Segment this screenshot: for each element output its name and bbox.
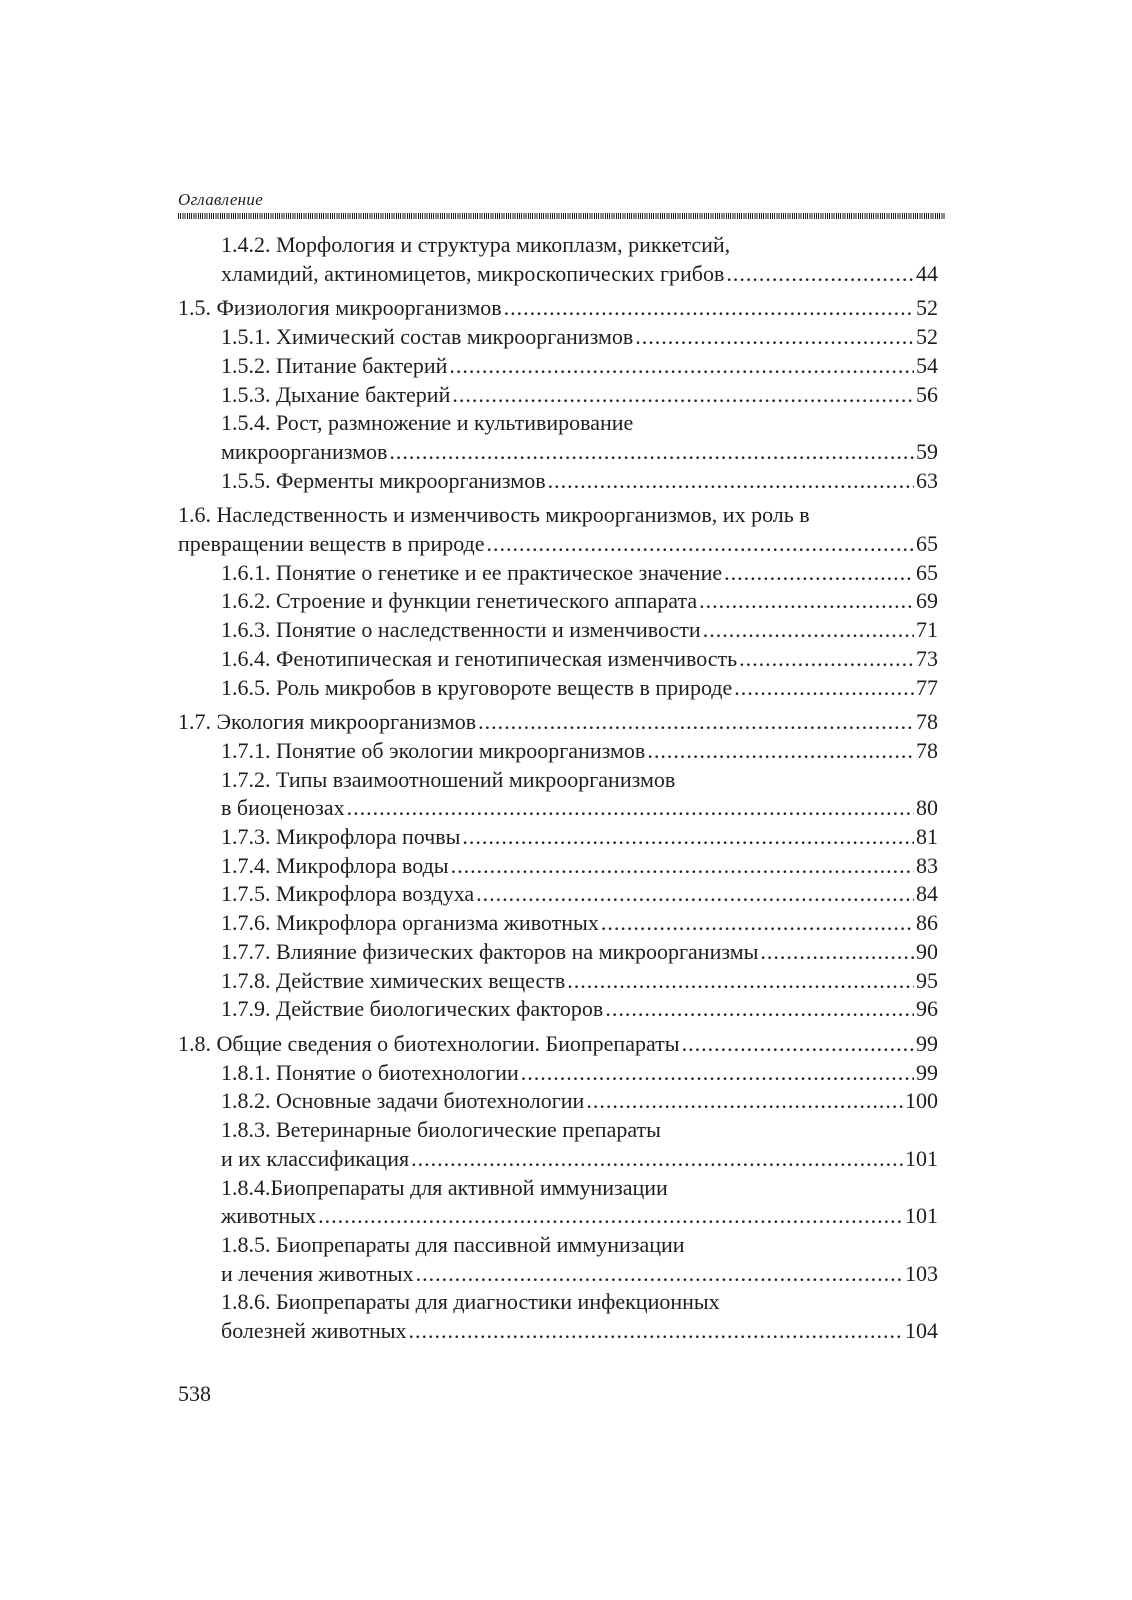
dot-leader [601, 909, 914, 938]
toc-entry-subsection [178, 794, 938, 823]
toc-section [178, 1030, 938, 1346]
dot-leader [487, 530, 914, 559]
toc-page-number: 86 [916, 910, 938, 936]
toc-entry-subsection [178, 587, 938, 616]
toc-entry-title: болезней животных [221, 1318, 407, 1344]
dot-leader [347, 794, 914, 823]
toc-entry-title: 1.7.9. Действие биологических факторов [221, 996, 604, 1022]
toc-page-number: 71 [916, 617, 938, 643]
toc-entry-title: микроорганизмов [221, 438, 388, 464]
dot-leader [647, 737, 914, 766]
toc-page-number: 104 [905, 1318, 938, 1344]
toc-page-number: 59 [916, 438, 938, 464]
toc-entry-subsection [178, 766, 938, 795]
toc-page-number: 44 [916, 260, 938, 286]
toc-entry-title: 1.5.2. Питание бактерий [221, 352, 448, 378]
toc-entry-section [178, 294, 938, 323]
toc-page-number: 69 [916, 588, 938, 614]
toc-entry-title: 1.4.2. Морфология и структура микоплазм, риккетсий, [221, 232, 731, 257]
toc-page-number: 63 [916, 467, 938, 493]
toc-entry-title: 1.5. Физиология микроорганизмов [178, 295, 502, 321]
toc-entry-subsection [178, 1260, 938, 1289]
dot-leader [462, 823, 914, 852]
dot-leader [451, 852, 914, 881]
toc-section [178, 231, 938, 288]
dot-leader [409, 1317, 903, 1346]
toc-entry-subsection [178, 323, 938, 352]
dot-leader [739, 645, 914, 674]
toc-entry-subsection [178, 1145, 938, 1174]
toc-entry-subsection [178, 352, 938, 381]
toc-entry-subsection [178, 938, 938, 967]
toc-section [178, 294, 938, 495]
toc-entry-title: 1.8.4.Биопрепараты для активной иммунизации [221, 1174, 668, 1200]
dot-leader [734, 674, 914, 703]
toc-page-number: 52 [916, 324, 938, 350]
dot-leader [521, 1059, 914, 1088]
dot-leader [682, 1030, 914, 1059]
dot-leader [567, 967, 914, 996]
toc-entry-subsection [178, 467, 938, 496]
toc-entry-title: 1.7.4. Микрофлора воды [221, 852, 449, 878]
toc-page-number: 101 [905, 1145, 938, 1171]
toc-entry-section [178, 708, 938, 737]
toc-entry-title: 1.7.5. Микрофлора воздуха [221, 881, 475, 907]
toc-page-number: 80 [916, 795, 938, 821]
toc-entry-title: 1.7.2. Типы взаимоотношений микроорганизмов [221, 766, 676, 792]
dot-leader [586, 1087, 903, 1116]
dot-leader [605, 995, 914, 1024]
toc-page-number: 84 [916, 881, 938, 907]
toc-page-number: 56 [916, 381, 938, 407]
toc-entry-subsection [178, 616, 938, 645]
toc-page-number: 54 [916, 352, 938, 378]
toc-page-number: 99 [916, 1030, 938, 1056]
running-head: Оглавление [178, 190, 264, 209]
toc-entry-subsection [178, 995, 938, 1024]
toc-entry-subsection [178, 1288, 938, 1317]
dot-leader [635, 323, 914, 352]
toc-entry-subsection [178, 260, 938, 289]
toc-entry-subsection [178, 967, 938, 996]
toc-entry-subsection [178, 674, 938, 703]
dot-leader [318, 1202, 903, 1231]
toc-entry-subsection [178, 1317, 938, 1346]
dot-leader [760, 938, 914, 967]
toc-entry-subsection [178, 1116, 938, 1145]
toc-page-number: 65 [916, 559, 938, 585]
toc-entry-title: в биоценозах [221, 795, 345, 821]
toc-entry-title: 1.7.6. Микрофлора организма животных [221, 910, 599, 936]
toc-entry-section [178, 501, 938, 530]
toc-entry-title: 1.6.2. Строение и функции генетического аппарата [221, 588, 698, 614]
dot-leader [416, 1260, 903, 1289]
toc-entry-subsection [178, 880, 938, 909]
table-of-contents [178, 231, 938, 1352]
dot-leader [548, 467, 914, 496]
toc-entry-title: 1.8. Общие сведения о биотехнологии. Биопрепараты [178, 1030, 680, 1056]
toc-entry-title: 1.7.1. Понятие об экологии микроорганизмов [221, 737, 646, 763]
toc-entry-title: 1.6.1. Понятие о генетике и ее практическое значение [221, 559, 723, 585]
toc-entry-section [178, 530, 938, 559]
toc-entry-subsection [178, 1231, 938, 1260]
toc-page-number: 95 [916, 967, 938, 993]
toc-page-number: 81 [916, 824, 938, 850]
toc-entry-title: хламидий, актиномицетов, микроскопических грибов [221, 260, 725, 286]
header-rule [178, 213, 946, 219]
toc-entry-section [178, 1030, 938, 1059]
toc-entry-subsection [178, 1202, 938, 1231]
toc-entry-title: 1.7.8. Действие химических веществ [221, 967, 566, 993]
toc-page-number: 77 [916, 674, 938, 700]
toc-page-number: 103 [905, 1260, 938, 1286]
toc-page-number: 65 [916, 531, 938, 557]
toc-entry-title: 1.5.3. Дыхание бактерий [221, 381, 451, 407]
dot-leader [726, 260, 914, 289]
toc-entry-title: превращении веществ в природе [178, 531, 485, 557]
toc-entry-subsection [178, 1059, 938, 1088]
toc-section [178, 708, 938, 1024]
toc-entry-subsection [178, 737, 938, 766]
page-number: 538 [178, 1381, 211, 1406]
toc-entry-title: 1.7.3. Микрофлора почвы [221, 824, 461, 850]
toc-entry-title: 1.5.4. Рост, размножение и культивирование [221, 410, 634, 436]
toc-entry-subsection [178, 381, 938, 410]
toc-entry-title: 1.5.1. Химический состав микроорганизмов [221, 324, 634, 350]
toc-entry-title: 1.8.3. Ветеринарные биологические препараты [221, 1117, 661, 1143]
toc-entry-title: 1.6.4. Фенотипическая и генотипическая изменчивость [221, 645, 738, 671]
toc-entry-subsection [178, 645, 938, 674]
dot-leader [699, 587, 914, 616]
toc-page-number: 100 [905, 1088, 938, 1114]
toc-page-number: 96 [916, 996, 938, 1022]
toc-page-number: 99 [916, 1059, 938, 1085]
toc-entry-subsection [178, 823, 938, 852]
toc-page-number: 90 [916, 938, 938, 964]
toc-page-number: 101 [905, 1203, 938, 1229]
dot-leader [478, 708, 914, 737]
toc-entry-title: 1.8.2. Основные задачи биотехнологии [221, 1088, 585, 1114]
dot-leader [449, 352, 914, 381]
toc-entry-subsection [178, 909, 938, 938]
dot-leader [411, 1145, 903, 1174]
toc-entry-title: 1.6.5. Роль микробов в круговороте веществ в природе [221, 674, 733, 700]
toc-section [178, 501, 938, 702]
toc-page-number: 78 [916, 737, 938, 763]
toc-entry-title: и их классификация [221, 1145, 410, 1171]
toc-page-number: 73 [916, 645, 938, 671]
toc-entry-subsection [178, 438, 938, 467]
dot-leader [504, 294, 914, 323]
toc-entry-title: 1.6. Наследственность и изменчивость микроорганизмов, их роль в [178, 502, 810, 528]
dot-leader [703, 616, 914, 645]
dot-leader [389, 438, 914, 467]
toc-entry-subsection [178, 231, 938, 260]
dot-leader [452, 381, 914, 410]
toc-entry-title: 1.7.7. Влияние физических факторов на микроорганизмы [221, 938, 759, 964]
toc-entry-title: 1.7. Экология микроорганизмов [178, 709, 477, 735]
toc-entry-title: 1.8.1. Понятие о биотехнологии [221, 1059, 519, 1085]
toc-entry-subsection [178, 559, 938, 588]
dot-leader [724, 559, 914, 588]
toc-page-number: 78 [916, 709, 938, 735]
toc-entry-title: 1.8.6. Биопрепараты для диагностики инфекционных [221, 1289, 720, 1315]
toc-entry-title: 1.8.5. Биопрепараты для пассивной иммунизации [221, 1231, 685, 1257]
toc-page-number: 52 [916, 295, 938, 321]
toc-page-number: 83 [916, 852, 938, 878]
toc-entry-title: животных [221, 1203, 317, 1229]
toc-entry-title: 1.6.3. Понятие о наследственности и изменчивости [221, 617, 701, 643]
dot-leader [476, 880, 914, 909]
toc-entry-subsection [178, 409, 938, 438]
toc-entry-subsection [178, 1087, 938, 1116]
toc-entry-subsection [178, 852, 938, 881]
toc-entry-title: 1.5.5. Ферменты микроорганизмов [221, 467, 546, 493]
toc-entry-title: и лечения животных [221, 1260, 414, 1286]
toc-entry-subsection [178, 1174, 938, 1203]
